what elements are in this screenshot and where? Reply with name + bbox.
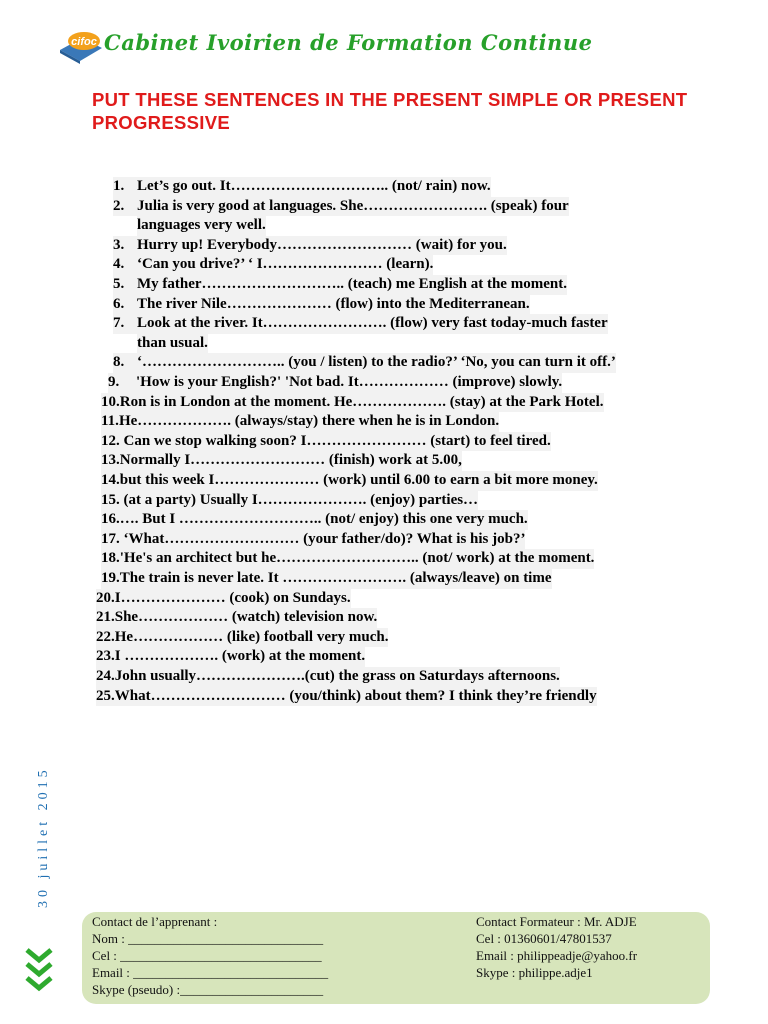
trainer-email: Email : philippeadje@yahoo.fr [476, 948, 638, 963]
exercise-number: 24. [96, 668, 115, 684]
exercise-line [113, 197, 569, 217]
cifoc-logo [56, 28, 106, 64]
exercise-number: 10. [101, 393, 120, 410]
learner-cel-field: Cel : _______________________________ [92, 948, 322, 963]
chevron-down-icon [24, 944, 54, 994]
exercise-line [101, 549, 594, 569]
exercise-line [96, 667, 560, 687]
exercise-line [96, 628, 388, 648]
exercise-line [101, 393, 604, 413]
exercise-text: Julia is very good at languages. She……………………. (speak) four [137, 197, 569, 214]
exercise-number: 19. [101, 570, 120, 586]
exercise-line [137, 216, 266, 236]
exercise-number: 4. [113, 256, 125, 273]
exercise-text: ‘……………………….. (you / listen) to the radio?’ ‘No, you can turn it off.’ [137, 354, 616, 371]
contact-box [82, 912, 710, 1004]
exercise-text: I ………………. (work) at the moment. [114, 648, 366, 665]
exercise-line [96, 647, 365, 667]
exercise-line [101, 412, 499, 432]
exercise-line [96, 608, 377, 628]
exercise-text: The train is never late. It ……………………. (always/leave) on time [119, 570, 552, 586]
exercise-line [113, 255, 433, 275]
learner-name-field: Nom : ______________________________ [92, 931, 324, 946]
exercise-number: 2. [113, 197, 125, 214]
exercise-number: 17. [101, 530, 120, 547]
learner-skype-field: Skype (pseudo) :______________________ [92, 982, 324, 997]
exercise-line [101, 530, 525, 550]
exercise-number: 22. [96, 628, 115, 645]
exercise-text: ‘Can you drive?’ ‘ I…………………… (learn). [137, 256, 434, 273]
learner-email-field: Email : ______________________________ [92, 965, 329, 980]
exercise-line [108, 373, 562, 393]
exercise-number: 12. [101, 432, 120, 449]
exercise-number: 13. [101, 452, 120, 469]
exercise-text: 'How is your English?' 'Not bad. It……………… (improve) slowly. [136, 374, 563, 390]
exercise-line [113, 353, 616, 373]
trainer-skype: Skype : philippe.adje1 [476, 965, 593, 980]
exercise-number: 9. [108, 374, 120, 390]
exercise-text: languages very well. [137, 217, 266, 234]
exercise-text: What……………………… (you/think) about them? I think they’re friendly [114, 687, 597, 704]
exercise-text: Hurry up! Everybody……………………… (wait) for you. [137, 236, 507, 253]
exercise-line [101, 491, 478, 511]
page-title: PUT THESE SENTENCES IN THE PRESENT SIMPLE OR PRESENT PROGRESSIVE [92, 89, 688, 133]
exercise-line [113, 177, 491, 197]
exercise-line [137, 334, 208, 354]
exercise-text: Let’s go out. It………………………….. (not/ rain) now. [137, 178, 491, 194]
exercise-line [101, 432, 551, 452]
exercise-line [113, 314, 608, 334]
exercise-text: Can we stop walking soon? I…………………… (start) to feel tired. [123, 432, 551, 449]
exercise-number: 8. [113, 354, 125, 371]
exercise-line [101, 471, 598, 491]
exercise-line [101, 510, 528, 530]
learner-contact-heading: Contact de l’apprenant : [92, 914, 218, 929]
exercise-text: Ron is in London at the moment. He………………. (stay) at the Park Hotel. [119, 393, 604, 410]
exercise-text: My father……………………….. (teach) me English at the moment. [137, 276, 567, 292]
exercise-number: 11. [101, 413, 119, 430]
exercise-text: but this week I………………… (work) until 6.00 to earn a bit more money. [119, 472, 598, 488]
exercise-number: 21. [96, 609, 115, 626]
exercise-number: 23. [96, 648, 115, 665]
trainer-cel: Cel : 01360601/47801537 [476, 931, 612, 946]
exercise-number: 20. [96, 589, 115, 606]
exercise-text: He……………… (like) football very much. [114, 628, 389, 645]
side-date [30, 766, 60, 910]
exercise-number: 16. [101, 511, 120, 528]
trainer-contact-heading: Contact Formateur : Mr. ADJE [476, 914, 637, 929]
exercise-text: The river Nile………………… (flow) into the Mediterranean. [137, 295, 530, 312]
exercise-line [113, 236, 507, 256]
exercise-text: 'He's an architect but he……………………….. (not/ work) at the moment. [119, 550, 595, 567]
exercise-line [96, 589, 351, 609]
exercise-text: than usual. [137, 334, 208, 351]
logo-text: cifoc [71, 36, 97, 48]
exercise-line [96, 687, 597, 707]
exercise-line [101, 451, 462, 471]
exercise-text: ‘What……………………… (your father/do)? What is his job?’ [123, 530, 526, 547]
exercise-number: 15. [101, 491, 120, 508]
organization-name: Cabinet Ivoirien de Formation Continue [104, 30, 593, 55]
exercise-number: 7. [113, 315, 125, 332]
exercise-text: (at a party) Usually I…………………. (enjoy) parties… [123, 491, 479, 508]
exercise-line [113, 275, 567, 295]
exercise-number: 5. [113, 276, 125, 292]
exercise-text: …. But I ……………………….. (not/ enjoy) this one very much. [119, 511, 528, 528]
exercise-number: 6. [113, 295, 125, 312]
exercise-number: 1. [113, 178, 125, 194]
exercise-number: 14. [101, 472, 120, 488]
exercise-text: I………………… (cook) on Sundays. [114, 589, 351, 606]
exercise-text: She……………… (watch) television now. [114, 609, 378, 626]
exercise-number: 18. [101, 550, 120, 567]
exercise-text: Look at the river. It……………………. (flow) very fast today-much faster [137, 315, 608, 332]
exercise-text: Normally I……………………… (finish) work at 5.00, [119, 452, 462, 469]
exercise-text: John usually………………….(cut) the grass on Saturdays afternoons. [114, 668, 560, 684]
exercise-number: 25. [96, 687, 115, 704]
exercise-line [101, 569, 552, 589]
exercise-line [113, 295, 530, 315]
date-text: 30 juillet 2015 [36, 766, 51, 908]
exercise-text: He………………. (always/stay) there when he is in London. [118, 413, 500, 430]
exercise-number: 3. [113, 236, 125, 253]
